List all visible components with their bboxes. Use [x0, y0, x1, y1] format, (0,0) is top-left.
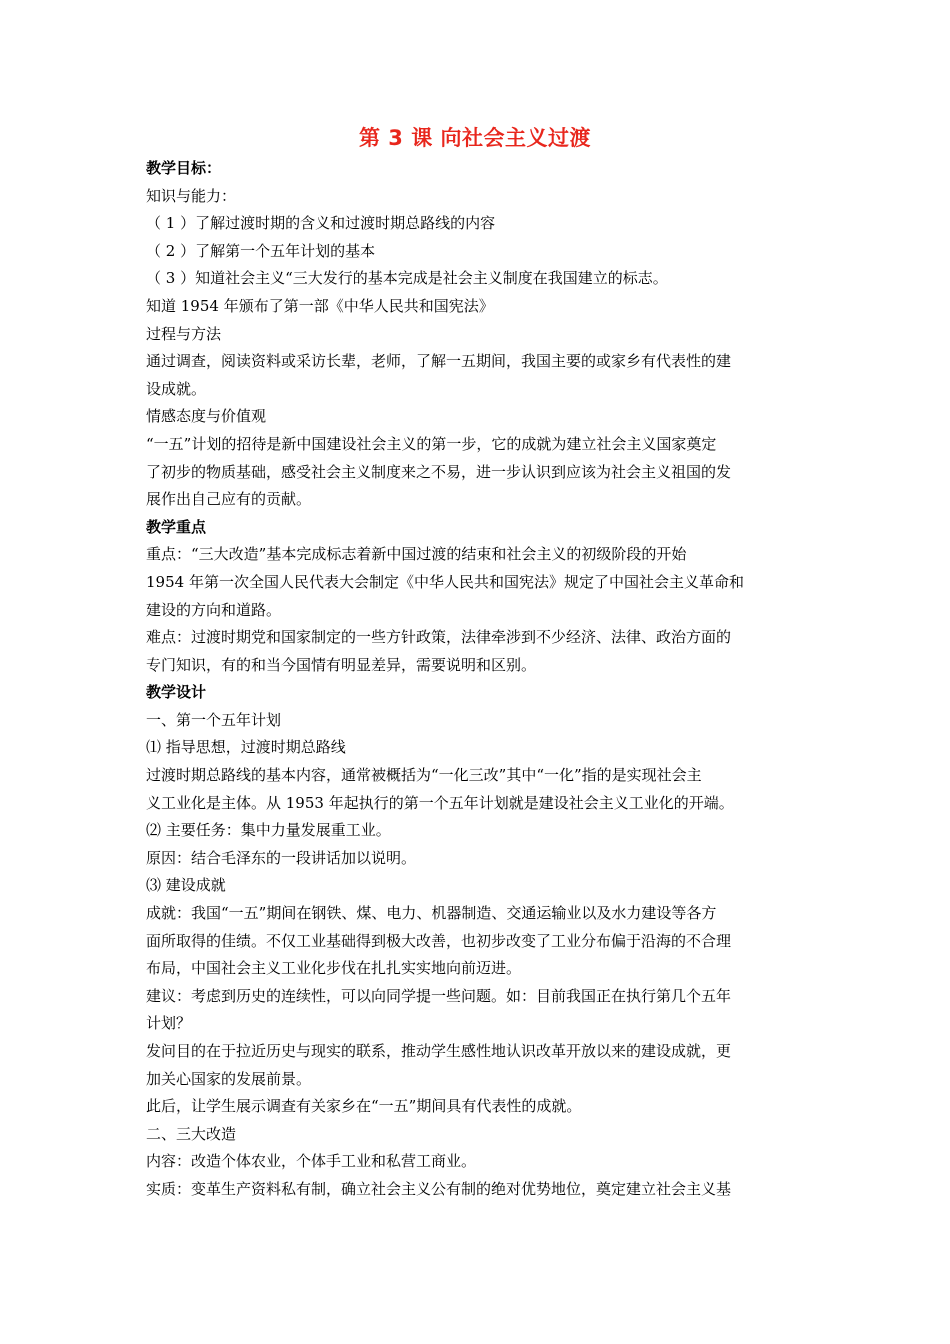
text-line: ⑵ 主要任务：集中力量发展重工业。: [146, 821, 391, 840]
text-line: 了初步的物质基础，感受社会主义制度来之不易，进一步认识到应该为社会主义祖国的发: [146, 462, 732, 481]
text-line: 成就：我国“一五”期间在钢铁、煤、电力、机器制造、交通运输业以及水力建设等各方: [146, 904, 717, 923]
document-body: [146, 155, 810, 1204]
text-line: ⑴ 指导思想，过渡时期总路线: [146, 738, 346, 757]
text-line: 此后，让学生展示调查有关家乡在“一五”期间具有代表性的成就。: [146, 1097, 582, 1116]
text-line: 知识与能力：: [146, 186, 237, 205]
text-line: 实质：变革生产资料私有制，确立社会主义公有制的绝对优势地位，奠定建立社会主义基: [146, 1179, 732, 1198]
text-line: （ 2 ）了解第一个五年计划的基本: [146, 241, 376, 260]
text-line: 内容：改造个体农业，个体手工业和私营工商业。: [146, 1152, 477, 1171]
text-line: 专门知识，有的和当今国情有明显差异，需要说明和区别。: [146, 655, 537, 674]
text-line: 面所取得的佳绩。不仅工业基础得到极大改善，也初步改变了工业分布偏于沿海的不合理: [146, 931, 732, 950]
text-line: 知道 1954 年颁布了第一部《中华人民共和国宪法》: [146, 296, 494, 315]
text-line: 二、三大改造: [146, 1124, 237, 1143]
text-line: 过程与方法: [146, 324, 222, 343]
text-line: 设成就。: [146, 379, 207, 398]
text-line: “一五”计划的招待是新中国建设社会主义的第一步，它的成就为建立社会主义国家奠定: [146, 434, 717, 453]
text-line: 展作出自己应有的贡献。: [146, 490, 312, 509]
section-heading: 教学重点: [146, 517, 207, 536]
text-line: 布局，中国社会主义工业化步伐在扎扎实实地向前迈进。: [146, 959, 522, 978]
text-line: 重点：“三大改造”基本完成标志着新中国过渡的结束和社会主义的初级阶段的开始: [146, 545, 687, 564]
text-line: 发问目的在于拉近历史与现实的联系，推动学生感性地认识改革开放以来的建设成就，更: [146, 1042, 732, 1060]
text-line: 义工业化是主体。从 1953 年起执行的第一个五年计划就是建设社会主义工业化的开端。: [146, 793, 734, 812]
text-line: 计划？: [146, 1014, 192, 1033]
section-heading: 教学目标：: [146, 159, 222, 177]
text-line: 情感态度与价值观: [146, 407, 267, 426]
text-line: 难点：过渡时期党和国家制定的一些方针政策，法律牵涉到不少经济、法律、政治方面的: [146, 628, 732, 647]
text-line: 建议：考虑到历史的连续性，可以向同学提一些问题。如：目前我国正在执行第几个五年: [146, 986, 732, 1005]
text-line: （ 1 ）了解过渡时期的含义和过渡时期总路线的内容: [146, 214, 496, 233]
text-line: 通过调查，阅读资料或采访长辈，老师，了解一五期间，我国主要的或家乡有代表性的建: [146, 352, 732, 371]
text-line: 一、第一个五年计划: [146, 710, 282, 729]
text-line: 过渡时期总路线的基本内容，通常被概括为“一化三改”其中“一化”指的是实现社会主: [146, 766, 702, 785]
text-line: 建设的方向和道路。: [146, 600, 282, 619]
text-line: 1954 年第一次全国人民代表大会制定《中华人民共和国宪法》规定了中国社会主义革命和: [146, 572, 744, 591]
text-line: 加关心国家的发展前景。: [146, 1069, 312, 1088]
document-title: 第 3 课 向社会主义过渡: [358, 126, 592, 150]
text-line: （ 3 ）知道社会主义“三大发行的基本完成是社会主义制度在我国建立的标志。: [146, 269, 668, 288]
text-line: 原因：结合毛泽东的一段讲话加以说明。: [146, 848, 417, 867]
text-line: ⑶ 建设成就: [146, 876, 226, 895]
section-heading: 教学设计: [146, 683, 207, 702]
